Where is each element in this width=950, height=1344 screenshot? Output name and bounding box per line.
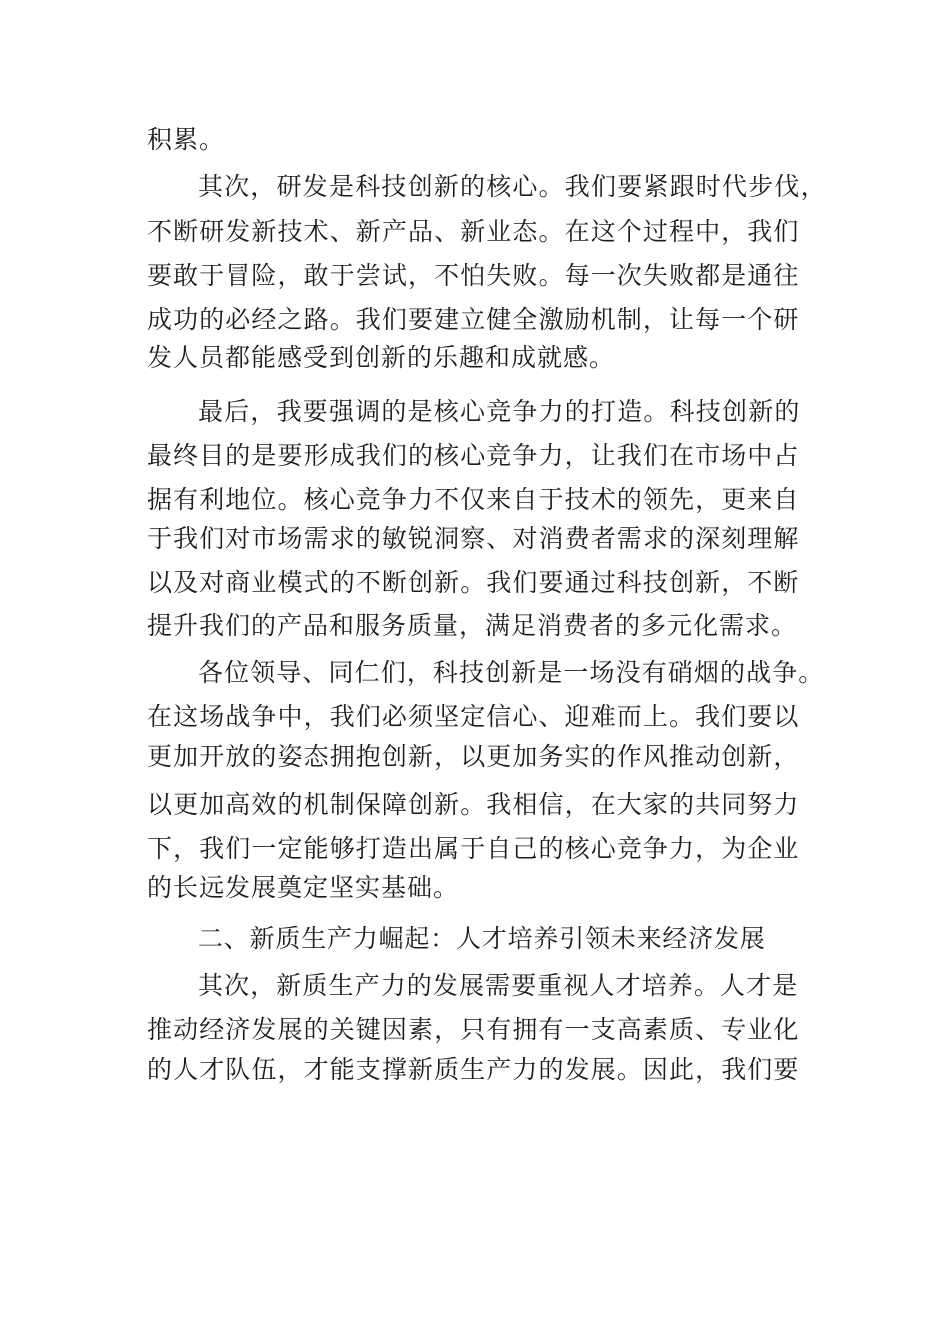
text-line: 据有利地位。核心竞争力不仅来自于技术的领先，更来自: [147, 485, 800, 514]
text-line: 要敢于冒险，敢于尝试，不怕失败。每一次失败都是通往: [147, 261, 800, 290]
text-line: 以更加高效的机制保障创新。我相信，在大家的共同努力: [147, 790, 800, 819]
text-line: 于我们对市场需求的敏锐洞察、对消费者需求的深刻理解: [147, 524, 800, 553]
section-heading: 二、新质生产力崛起：人才培养引领未来经济发展: [198, 924, 766, 953]
text-line: 成功的必经之路。我们要建立健全激励机制，让每一个研: [147, 305, 800, 334]
text-line: 下，我们一定能够打造出属于自己的核心竞争力，为企业: [147, 834, 800, 863]
text-line: 以及对商业模式的不断创新。我们要通过科技创新，不断: [147, 568, 800, 597]
text-line: 提升我们的产品和服务质量，满足消费者的多元化需求。: [147, 611, 798, 640]
text-line: 更加开放的姿态拥抱创新，以更加务实的作风推动创新，: [147, 742, 800, 771]
text-line: 发人员都能感受到创新的乐趣和成就感。: [147, 343, 616, 372]
text-line: 不断研发新技术、新产品、新业态。在这个过程中，我们: [147, 217, 800, 246]
text-line: 的长远发展奠定坚实基础。: [147, 873, 460, 902]
text-line: 在这场战争中，我们必须坚定信心、迎难而上。我们要以: [147, 702, 800, 731]
text-line: 其次，新质生产力的发展需要重视人才培养。人才是: [198, 971, 799, 1000]
text-line: 各位领导、同仁们，科技创新是一场没有硝烟的战争。: [198, 658, 825, 687]
text-line: 最终目的是要形成我们的核心竞争力，让我们在市场中占: [147, 441, 800, 470]
text-line: 推动经济发展的关键因素，只有拥有一支高素质、专业化: [147, 1015, 800, 1044]
text-line: 最后，我要强调的是核心竞争力的打造。科技创新的: [198, 397, 801, 426]
text-line: 其次，研发是科技创新的核心。我们要紧跟时代步伐，: [198, 172, 827, 201]
text-line: 积累。: [147, 125, 226, 154]
text-line: 的人才队伍，才能支撑新质生产力的发展。因此，我们要: [147, 1055, 800, 1084]
